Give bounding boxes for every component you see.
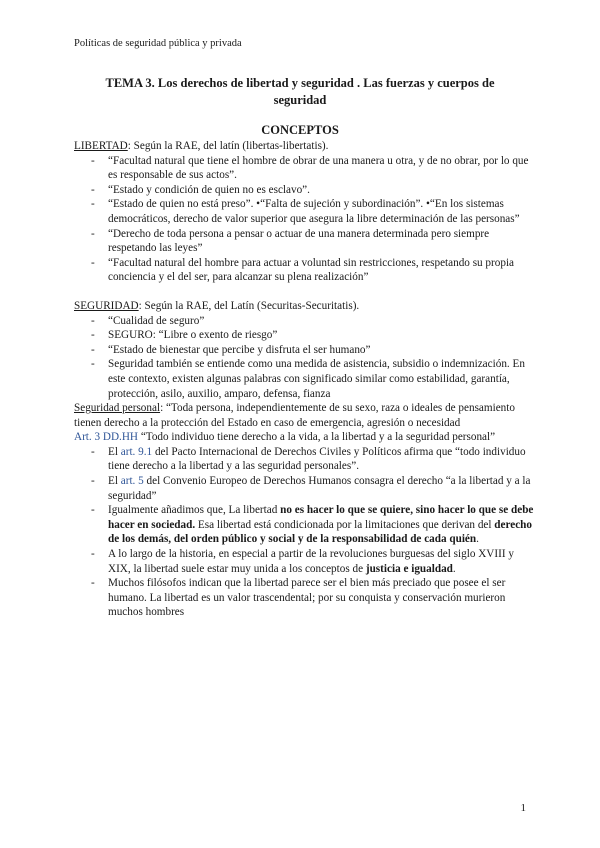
list-item: - “Facultad natural que tiene el hombre de obrar de una manera u otra, y de no obrar, por lo que es responsable de sus actos”. [74, 154, 534, 183]
bold-phrase: justicia e igualdad [365, 562, 453, 575]
list-item: - SEGURO: “Libre o exento de riesgo” [74, 328, 534, 343]
bold-phrase: no es hacer lo que se quiere, sino hacer lo que se debe hacer en sociedad. [108, 504, 534, 531]
art-5-link[interactable]: art. 5 [120, 475, 144, 488]
spacer [74, 285, 534, 299]
list-item: - “Estado de quien no está preso”. •“Falta de sujeción y subordinación”. •“En los sistemas democráticos, derecho de valor superior que asegura la libre determinación de las personas” [74, 197, 534, 226]
body-text [74, 139, 534, 620]
art3-paragraph: Art. 3 DD.HH “Todo individuo tiene derecho a la vida, a la libertad y a la seguridad personal” [74, 431, 496, 444]
list-item: - “Estado de bienestar que percibe y disfruta el ser humano” [74, 343, 534, 358]
art-9-1-link[interactable]: art. 9.1 [120, 445, 153, 458]
seguridad-term: SEGURIDAD [74, 299, 139, 312]
list-item: - “Derecho de toda persona a pensar o actuar de una manera determinada pero siempre respetando las leyes” [74, 227, 534, 256]
derechos-list [74, 445, 534, 620]
seguridad-list [74, 314, 534, 402]
art3-link[interactable]: Art. 3 DD.HH [74, 431, 139, 444]
libertad-term: LIBERTAD [74, 140, 128, 152]
page-number: 1 [520, 802, 526, 814]
list-item: - El art. 5 del Convenio Europeo de Derechos Humanos consagra el derecho “a la libertad y a la seguridad” [74, 474, 534, 503]
list-item: - “Cualidad de seguro” [74, 314, 534, 329]
seguridad-personal-term: Seguridad personal [74, 402, 161, 415]
list-item: - “Estado y condición de quien no es esclavo”. [74, 183, 534, 198]
bold-phrase: derecho de los demás, del orden público y social y de la responsabilidad de cada quién [108, 518, 532, 546]
list-item: - Igualmente añadimos que, La libertad no es hacer lo que se quiere, sino hacer lo que se debe hacer en sociedad. Esa libertad está condicionada por la limitaciones que derivan del derecho de los demás, del orden público y social y de la responsabilidad de cada quién. [74, 503, 534, 547]
libertad-definition: LIBERTAD: Según la RAE, del latín (libertas-libertatis). [74, 140, 329, 152]
running-header: Políticas de seguridad pública y privada [74, 38, 242, 49]
section-heading: CONCEPTOS [261, 123, 339, 137]
page-title: TEMA 3. Los derechos de libertad y seguridad . Las fuerzas y cuerpos de seguridad [105, 76, 495, 107]
seguridad-personal: Seguridad personal: “Toda persona, independientemente de su sexo, raza o ideales de pensamiento tienen derecho a la protección del Estado en caso de emergencia, agresión o necesidad [74, 402, 515, 429]
list-item: - Muchos filósofos indican que la libertad parece ser el bien más preciado que posee el ser humano. La libertad es un valor trascendental; por su conquista y conservación murieron muchos hombres [74, 576, 534, 620]
list-item: - El art. 9.1 del Pacto Internacional de Derechos Civiles y Políticos afirma que “todo individuo tiene derecho a la libertad y a las seguridad personales”. [74, 445, 534, 474]
list-item: - A lo largo de la historia, en especial a partir de la revoluciones burguesas del siglo XVIII y XIX, la libertad suele estar muy unida a los conceptos de justicia e igualdad. [74, 547, 534, 576]
seguridad-definition: SEGURIDAD: Según la RAE, del Latín (Securitas-Securitatis). [74, 299, 360, 312]
libertad-list [74, 154, 534, 285]
list-item: - Seguridad también se entiende como una medida de asistencia, subsidio o indemnización. En este contexto, existen algunas palabras con significado similar como estabilidad, garantía, protección, asilo, auxilio, amparo, defensa, fianza [74, 357, 534, 401]
list-item: - “Facultad natural del hombre para actuar a voluntad sin restricciones, respetando su propia conciencia y el del ser, para alcanzar su plena realización” [74, 256, 534, 285]
